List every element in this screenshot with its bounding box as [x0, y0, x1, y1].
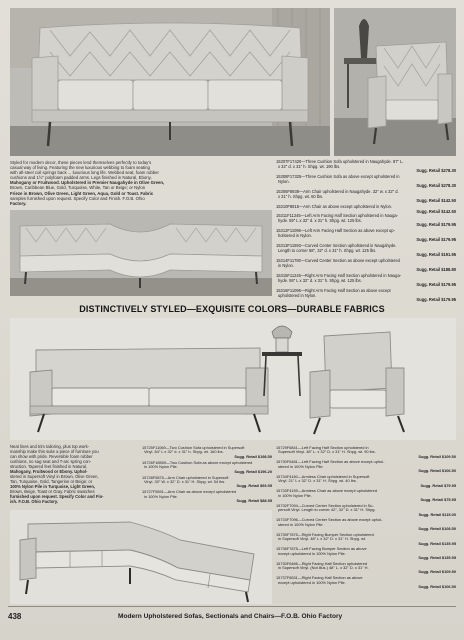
item-line: 15306F8938—Arm Chair upholstered in Naugahyde. 32" w. x 32" d.	[276, 189, 399, 195]
item-line: hyde. 59" L x 32" d. x 31" h. Shpg. wt. 125 lbs.	[278, 277, 362, 283]
sofa-chair-illustration-2	[10, 318, 456, 440]
description-bottom	[10, 444, 138, 504]
page-footer	[0, 608, 464, 628]
copy-line: Neat lines and trim tailoring, plus top work-	[10, 444, 90, 449]
item-line: 15725F11069—Two Cushion Sofa upholstered in Supersoft	[142, 445, 245, 450]
item-price: Sugg. Retail $135.95	[418, 554, 456, 560]
item-line: x 32" d. x 31" h. Shpg. wt. 190 lbs.	[278, 163, 341, 169]
item-price: Sugg. Retail $191.95	[416, 252, 456, 258]
copy-line: samples furnished upon request. Specify Color and Finish. F.O.B. Ohio	[10, 195, 145, 201]
item-line: holstered in Nylon.	[278, 232, 312, 238]
item-price: Sugg. Retail $93.95	[236, 483, 272, 489]
list-item	[276, 259, 456, 273]
item-line: Vinyl. 21" L x 32" D. x 31" H. Shpg. wt. 40 lbs.	[278, 478, 357, 484]
chair-illustration-1	[334, 8, 456, 156]
list-item	[276, 576, 456, 589]
copy-line: ish. F.O.B. Ohio Factory.	[10, 499, 59, 504]
list-item	[276, 533, 456, 546]
item-price: Sugg. Retail $196.20	[234, 468, 272, 474]
copy-line: with all-steel coil springs back ... luxurious long life. Webbed seat, foam rubber	[10, 170, 159, 176]
list-item	[276, 214, 456, 228]
item-price: Sugg. Retail $179.95	[416, 237, 456, 243]
photo-sectional-2	[10, 510, 272, 604]
item-line: 15732F7094—Curved Center Section upholstered in Su-	[276, 502, 374, 508]
item-price: Sugg. Retail $75.95	[420, 497, 456, 503]
list-item	[276, 562, 456, 575]
copy-line: Brown, Beige, Toast or Gray. Fabric swatches	[10, 489, 95, 494]
item-price: Sugg. Retail $142.50	[416, 208, 456, 214]
photo-sectional-1	[10, 210, 272, 296]
copy-line: Tan, Turquoise, Gold, Tangerine or Beige; or	[10, 479, 93, 484]
item-price: Sugg. Retail $179.95	[416, 282, 456, 288]
item-line: stered in 100% Nylon Pile.	[278, 521, 324, 527]
item-price: Sugg. Retail $108.50	[418, 526, 456, 532]
photo-arm-chair	[334, 8, 456, 156]
item-line: 15730F6466—Right Facing Half Section upholstered	[276, 560, 368, 566]
copy-line: Factory.	[10, 200, 27, 206]
copy-line: cushions and 1½" polyfoam padded arms. Legs finished in Natural, Ebony,	[10, 175, 152, 181]
item-line: Nylon.	[278, 178, 290, 184]
item-line: 15729F6841—Left Facing Half Section upholstered in	[276, 445, 369, 450]
photo-two-cushion-sofa-set	[10, 318, 456, 440]
section-headline: DISTINCTIVELY STYLED—EXQUISITE COLORS—DURABLE FABRICS	[79, 304, 385, 314]
item-line: stered in 100% Nylon Pile.	[278, 463, 324, 469]
item-line: 15734F4160—Armless Chair upholstered in Supersoft	[276, 473, 370, 479]
item-line: except upholstered in 100% Nylon Pile.	[278, 579, 346, 585]
item-price: Sugg. Retail $179.95	[416, 297, 456, 303]
copy-line: stered in Supersoft Vinyl in Brown, Olive Green,	[10, 474, 99, 479]
sofa-illustration-1	[10, 8, 330, 156]
copy-line: cushions, no sag seat and T-arc spring con-	[10, 459, 92, 464]
list-item	[276, 244, 456, 258]
list-item	[142, 446, 272, 459]
item-line: 15308F17325—Three Cushion Sofa as above except upholstered in	[276, 174, 400, 180]
item-line: in 100% Nylon Pile.	[144, 464, 178, 470]
item-line: x 31" h. Shpg. wt. 60 lbs.	[278, 193, 324, 199]
spec-list-mid	[276, 214, 456, 305]
item-price: Sugg. Retail $278.30	[416, 183, 456, 189]
item-price: Sugg. Retail $179.95	[416, 222, 456, 227]
item-line: in Nylon.	[278, 262, 294, 268]
item-line: in 100% Nylon Pile.	[144, 493, 178, 499]
description-top	[10, 160, 272, 206]
item-line: in 100% Nylon Pile.	[278, 492, 312, 498]
copy-line: 100% Nylon Pile in Turquoise, Light Green,	[10, 484, 96, 489]
item-line: in Supersoft Vinyl. (Not illus.) 48" L. x 32" D. x 31" H.	[278, 565, 369, 571]
copy-line: furnished upon request. Specify Color and Fin-	[10, 494, 104, 499]
footer-caption: Modern Upholstered Sofas, Sectionals and Chairs—F.O.B. Ohio Factory	[118, 613, 343, 620]
item-line: Vinyl. 30" W. x 32" D. x 31" H. Shpg. wt. 54 lbs.	[144, 479, 226, 485]
item-line: 15727F5591—Arm Chair as above except upholstered	[142, 489, 237, 495]
list-item	[142, 461, 272, 474]
item-price: Sugg. Retail $88.95	[236, 498, 272, 504]
item-price: Sugg. Retail $109.50	[418, 569, 456, 575]
item-price: Sugg. Retail $109.50	[418, 453, 456, 459]
item-line: 15728F5875—Arm Chair upholstered in Supersoft	[142, 474, 229, 480]
item-line: in Supersoft Vinyl. 48" L x 32" D. x 31" H. Shpg. wt.	[278, 536, 367, 542]
list-item	[276, 475, 456, 488]
list-item	[276, 229, 456, 243]
item-price: Sugg. Retail $278.30	[416, 168, 456, 173]
item-line: 15736F7875—Left Facing Bumper Section as above	[276, 546, 367, 552]
list-item	[276, 175, 456, 189]
item-price: Sugg. Retail $135.95	[418, 540, 456, 546]
item-line: 15726F18559—Two Cushion Sofa as above except upholstered	[142, 459, 253, 465]
photo-three-cushion-sofa	[10, 8, 330, 156]
page-number: 438	[8, 612, 22, 621]
item-line: 15314F11780—Curved Center Section as above except upholstered	[276, 258, 400, 264]
list-item	[276, 274, 456, 288]
item-price: Sugg. Retail $106.50	[418, 468, 456, 474]
item-price: Sugg. Retail $79.95	[420, 482, 456, 488]
copy-line: struction. Tapered feet finished in Natural,	[10, 464, 88, 469]
item-price: Sugg. Retail $106.50	[418, 583, 456, 589]
item-line: 15313F11593—Curved Center Section upholstered in Naugahyde.	[276, 243, 397, 249]
item-price: Sugg. Retail $142.50	[416, 198, 456, 204]
spec-list-bottom-left	[142, 446, 272, 505]
copy-line: Brown, Caribbean Blue, Gold, Turquoise, White, Tan or Beige; or Nylon	[10, 185, 146, 191]
item-price: Sugg. Retail $115.00	[418, 511, 456, 517]
item-line: upholstered in Nylon.	[278, 292, 317, 298]
item-line: 15735F7875—Right Facing Bumper Section upholstered	[276, 531, 374, 537]
list-item	[276, 460, 456, 473]
list-item	[276, 160, 456, 174]
spec-list-top	[276, 160, 456, 216]
list-item	[142, 490, 272, 503]
item-line: Vinyl. 84" L x 32" d. x 31" h. Shpg. wt. 160 lbs.	[144, 449, 224, 455]
spec-list-bottom-right	[276, 446, 456, 591]
item-line: Supersoft Vinyl. 48" L. x 32" D. x 31" H. Shpg. wt. 90 lbs.	[278, 449, 376, 455]
item-line: 15312F11096—Left Arm Facing Half Section as above except up-	[276, 228, 395, 234]
item-line: 15311F11245—Left Arm Facing Half Section upholstered in Nauga-	[276, 213, 399, 218]
item-price: Sugg. Retail $188.80	[416, 267, 456, 273]
item-line: 15733F7096—Curved Center Section as above except uphol-	[276, 517, 383, 523]
item-line: 15733F4159—Armless Chair as above except upholstered	[276, 488, 377, 494]
item-line: 15307F17420—Three Cushion Sofa upholstered in Naugahyde. 87" L.	[276, 159, 404, 164]
list-item	[276, 489, 456, 502]
item-line: 15316F11096—Right Arm Facing Half Section as above except	[276, 288, 391, 294]
sectional-illustration-1	[10, 210, 272, 296]
item-price: Sugg. Retail $198.50	[234, 453, 272, 459]
list-item	[276, 504, 456, 517]
copy-line: can show with pride. Reversible foam rubber	[10, 454, 93, 459]
footer-rule	[8, 606, 456, 607]
sectional-illustration-2	[10, 510, 272, 604]
item-line: 15737F6531—Right Facing Half Section as above	[276, 575, 363, 581]
list-item	[276, 446, 456, 459]
copy-line: casual way of living. Featuring the new luxurious webbing to foam seating	[10, 165, 150, 171]
item-line: 15730F6481—Left Facing Half Section as above except uphol-	[276, 459, 385, 465]
item-line: hyde. 59" L x 32" d. x 31" h. Shpg. wt. 125 lbs.	[278, 217, 362, 223]
copy-line: manship make this suite a piece of furniture you	[10, 449, 99, 454]
item-line: 15315F11245—Right Arm Facing Half Section upholstered in Nauga-	[276, 273, 402, 279]
item-line: except upholstered in 100% Nylon Pile.	[278, 550, 346, 556]
item-line: persoft Vinyl. Length to corner 42", 32" D. x 31" H. Shpg.	[278, 507, 376, 513]
list-item	[276, 289, 456, 303]
copy-line: Mahogany, Fruitwood or Ebony. Uphol-	[10, 469, 88, 474]
copy-line: Styled for modern decor, these pieces lend themselves perfectly to today's	[10, 160, 152, 165]
copy-line: Frieze in Brown, Olive Green, Light Green, Aqua, Gold or Toast. Fabric	[10, 190, 154, 196]
copy-line: Mahogany or Fruitwood. Upholstered in Premier Naugahyde in Olive Green,	[10, 180, 165, 186]
list-item	[276, 547, 456, 560]
list-item	[142, 476, 272, 489]
item-line: 15310F8815—Arm Chair as above except upholstered in Nylon.	[276, 204, 393, 210]
list-item	[276, 518, 456, 531]
item-line: Length to corner 58", 32" d. x 31" h. Shpg. wt. 125 lbs.	[278, 247, 377, 253]
list-item	[276, 190, 456, 204]
